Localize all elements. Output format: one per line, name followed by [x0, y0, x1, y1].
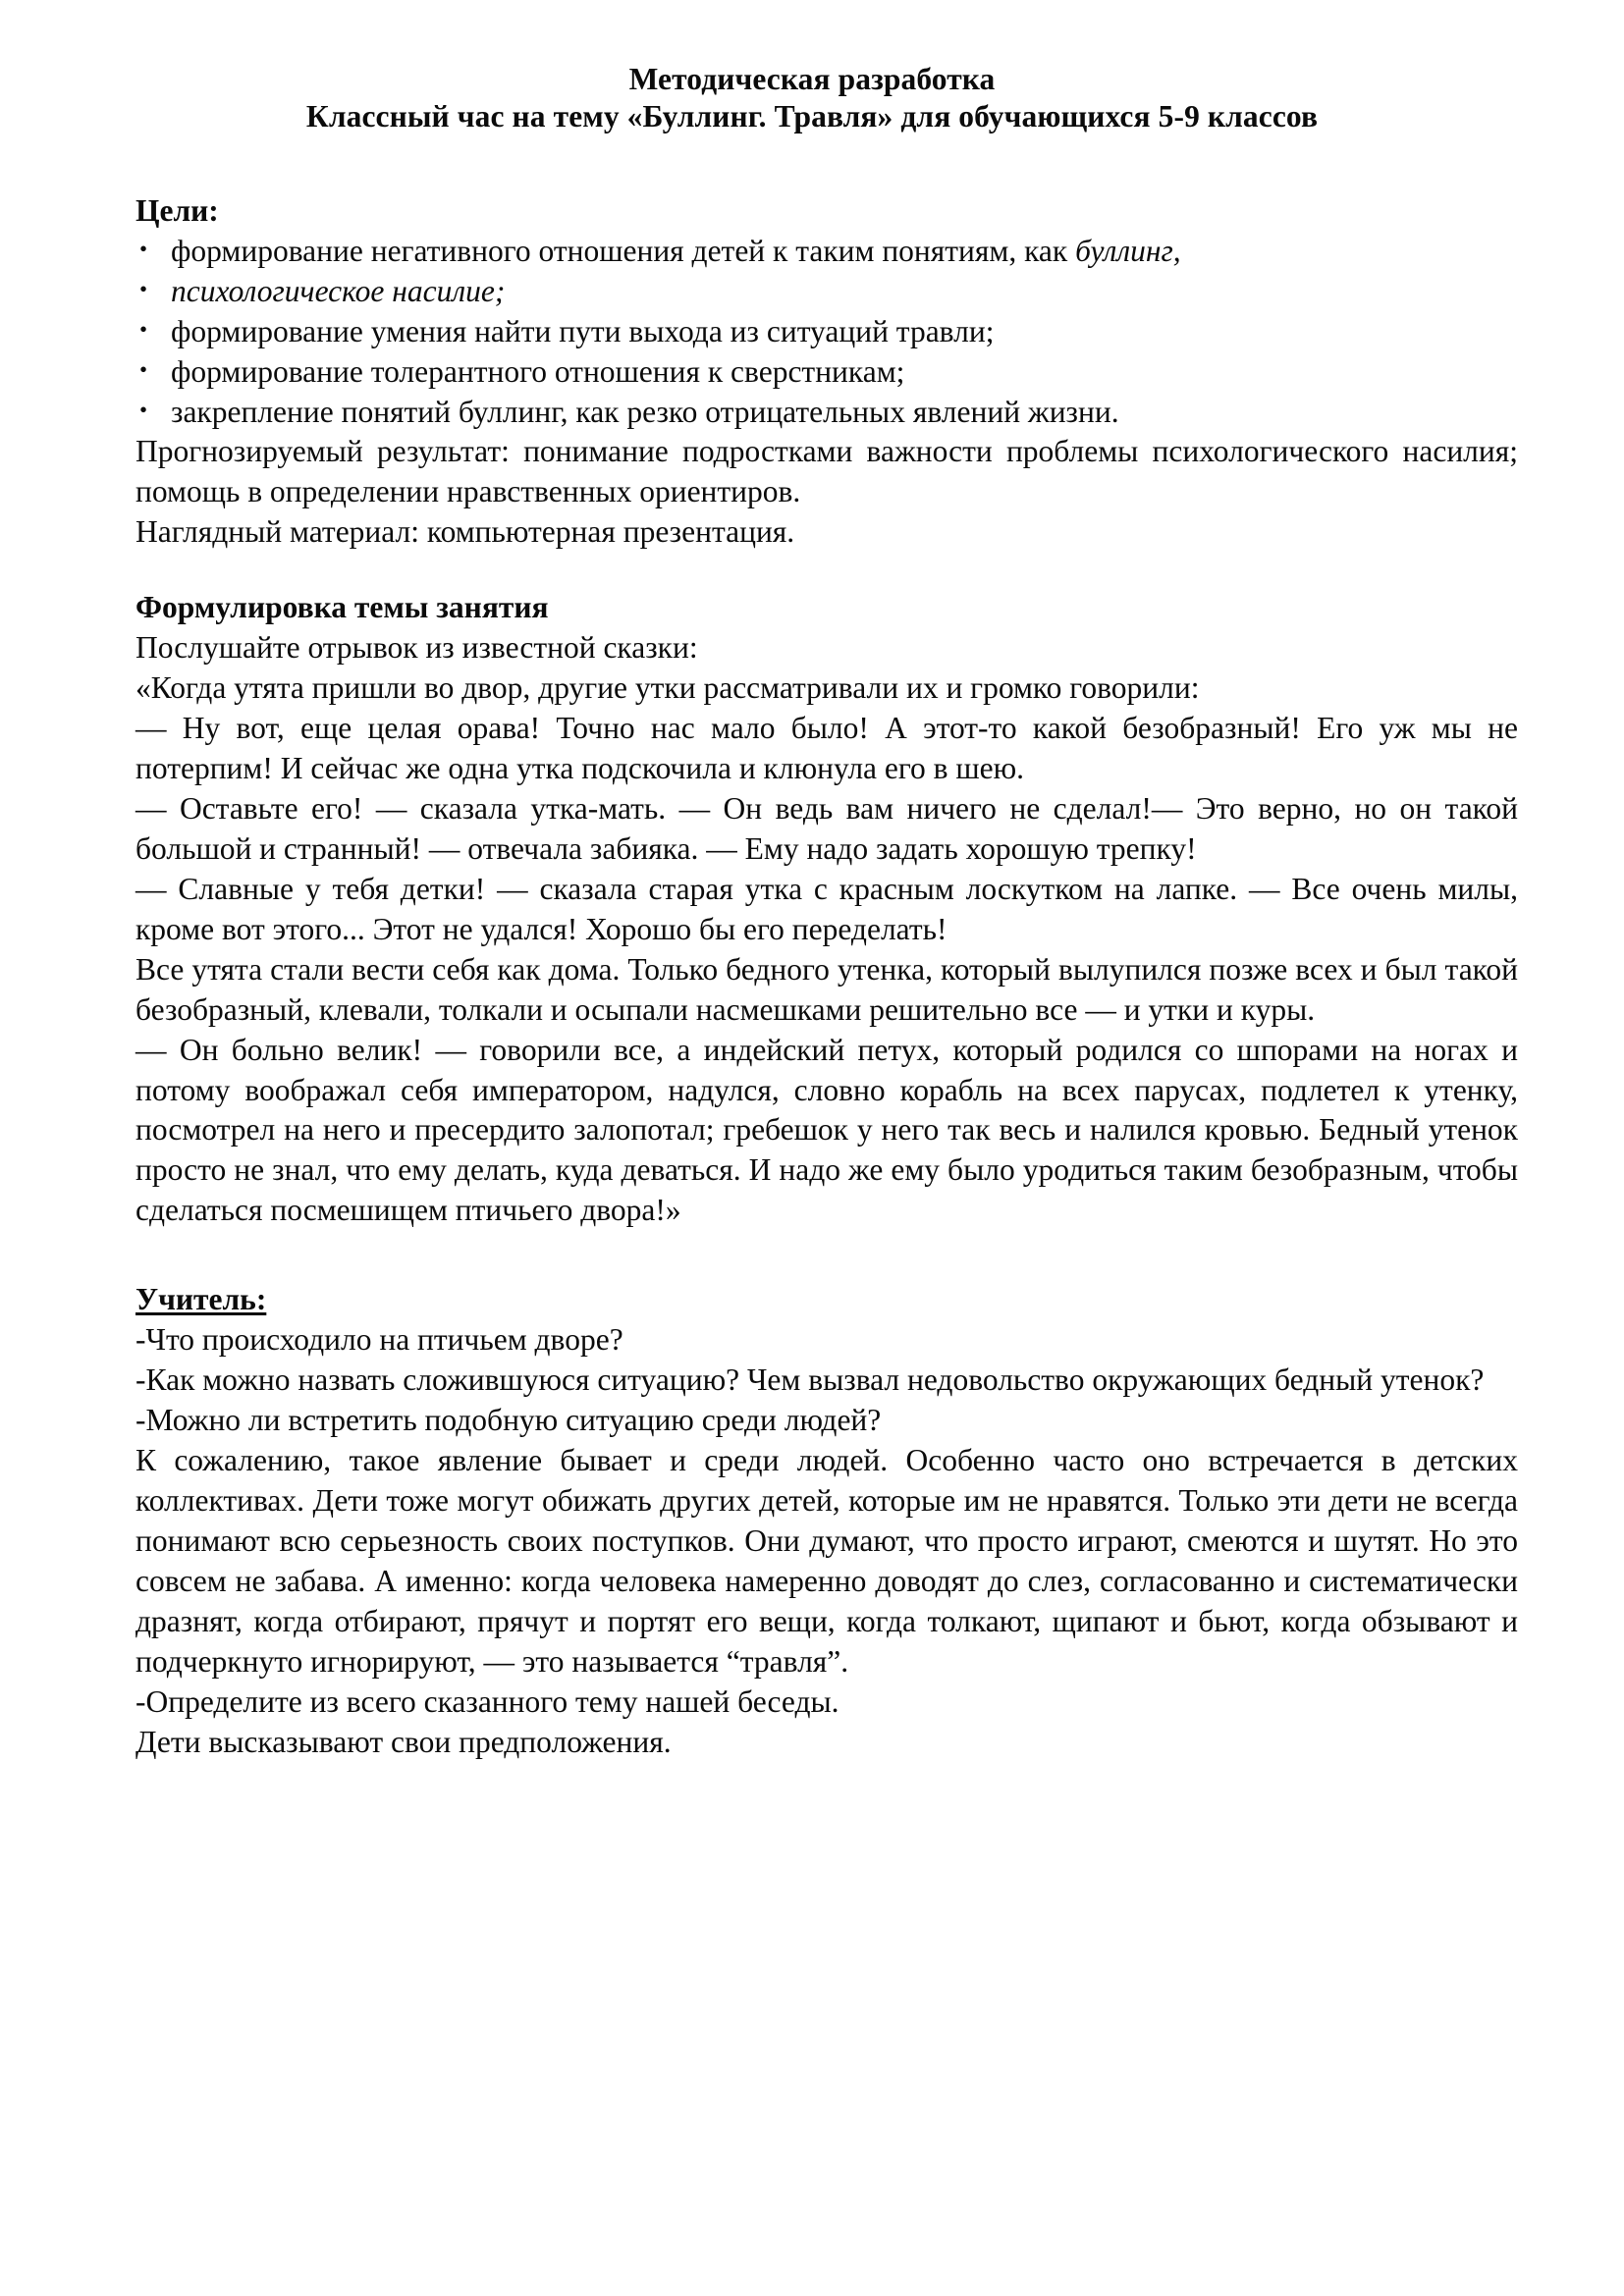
teacher-explanation-paragraph: К сожалению, такое явление бывает и среди людей. Особенно часто оно встречается в детских коллективах. Дети тоже могут обижать других детей, которые им не нравятся. Только эти дети не всегда понимают всю серьезность своих поступков. Они думают, что просто играют, смеются и шутят. Но это совсем не забава. А именно: когда человека намеренно доводят до слез, согласованно и систематически дразнят, когда отбирают, прячут и портят его вещи, когда толкают, щипают и бьют, когда обзывают и подчеркнуто игнорируют, — это называется “травля”. — [135, 1443, 1518, 1679]
title-line-2: Классный час на тему «Буллинг. Травля» для обучающихся 5-9 классов — [305, 99, 1319, 134]
teacher-question-1: -Что происходило на птичьем дворе? — [135, 1322, 623, 1358]
topic-formulation-heading: Формулировка темы занятия — [135, 590, 549, 625]
children-respond-line: Дети высказывают свои предположения. — [135, 1724, 672, 1759]
tale-paragraph-1: «Когда утята пришли во двор, другие утки рассматривали их и громко говорили: — [135, 670, 1200, 706]
tale-paragraph-2: — Ну вот, еще целая орава! Точно нас мало было! А этот-то какой безобразный! Его уж мы не потерпим! И сейчас же одна утка подскочила и клюнула его в шею. — [135, 711, 1518, 786]
tale-paragraph-4: — Славные у тебя детки! — сказала старая утка с красным лоскутком на лапке. — Все очень милы, кроме вот этого... Этот не удался! Хорошо бы его переделать! — [135, 871, 1518, 946]
goals-list — [106, 232, 1518, 433]
page-title — [106, 61, 1518, 136]
tale-paragraph-3: — Оставьте его! — сказала утка-мать. — Он ведь вам ничего не сделал!— Это верно, но он такой большой и странный! — отвечала забияка. — Ему надо задать хорошую трепку! — [135, 790, 1518, 866]
list-item — [106, 352, 1518, 393]
expected-result-paragraph: Прогнозируемый результат: понимание подростками важности проблемы психологического насилия; помощь в определении нравственных ориентиров. — [135, 434, 1518, 509]
teacher-question-3: -Можно ли встретить подобную ситуацию среди людей? — [135, 1403, 882, 1438]
goal-text: формирование толерантного отношения к сверстникам; — [171, 353, 905, 389]
listen-instruction: Послушайте отрывок из известной сказки: — [135, 630, 698, 666]
define-topic-line: -Определите из всего сказанного тему нашей беседы. — [135, 1683, 839, 1719]
goals-heading: Цели: — [135, 192, 219, 228]
tale-paragraph-6: — Он больно велик! — говорили все, а индейский петух, который родился со шпорами на ногах и потому воображал себя императором, надулся, словно корабль на всех парусах, подлетел к утенку, посмотрел на него и пресердито залопотал; гребешок у него так весь и налился кровью. Бедный утенок просто не знал, что ему делать, куда деваться. И надо же ему было уродиться таким безобразным, чтобы сделаться посмешищем птичьего двора!» — [135, 1032, 1518, 1228]
materials-paragraph: Наглядный материал: компьютерная презентация. — [135, 514, 795, 550]
list-item — [106, 312, 1518, 352]
goal-text: формирование умения найти пути выхода из ситуаций травли; — [171, 313, 995, 348]
goal-text-italic: буллинг, — [1075, 233, 1181, 268]
teacher-section-spacer — [106, 1231, 1518, 1280]
goal-text-italic: психологическое насилие; — [171, 273, 506, 308]
section-spacer — [106, 553, 1518, 588]
title-spacer — [106, 136, 1518, 191]
title-line-1: Методическая разработка — [628, 62, 996, 96]
tale-paragraph-5: Все утята стали вести себя как дома. Только бедного утенка, который вылупился позже всех и был такой безобразный, клевали, толкали и осыпали насмешками решительно все — и утки и куры. — [135, 951, 1518, 1027]
goal-text: формирование негативного отношения детей к таким понятиям, как — [171, 233, 1076, 268]
teacher-question-2: -Как можно назвать сложившуюся ситуацию? Чем вызвал недовольство окружающих бедный утенок? — [135, 1362, 1485, 1398]
teacher-heading: Учитель: — [135, 1282, 267, 1317]
list-item — [106, 232, 1518, 272]
list-item — [106, 272, 1518, 312]
goal-text: закрепление понятий буллинг, как резко отрицательных явлений жизни. — [171, 394, 1119, 429]
list-item — [106, 393, 1518, 433]
